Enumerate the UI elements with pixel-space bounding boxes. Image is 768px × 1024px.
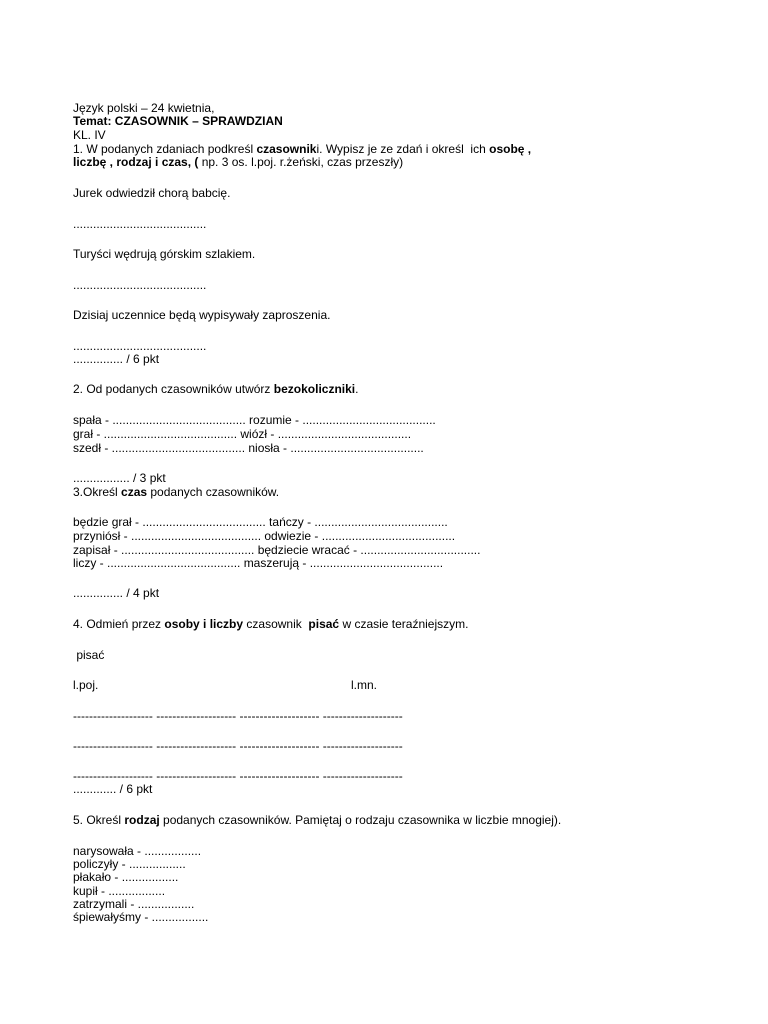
task3-row-2[interactable]: przyniósł - ....................................... odwiezie - ........................................	[73, 529, 456, 543]
task4-answer-row-1[interactable]: -------------------- -------------------- -------------------- --------------------	[73, 709, 403, 723]
task3-title	[73, 486, 279, 499]
task2-text: .	[355, 382, 359, 396]
task2-row-3[interactable]: szedł - ........................................ niosła - ........................................	[73, 441, 424, 455]
task1-answer-blank-3[interactable]: ........................................	[73, 339, 207, 353]
task5-item[interactable]: płakało - .................	[73, 870, 179, 884]
task1-bold-czasownik: czasownik	[256, 142, 317, 156]
subject-date: Język polski – 24 kwietnia,	[73, 101, 215, 115]
task1-answer-blank-1[interactable]: ........................................	[73, 217, 207, 231]
task5-item[interactable]: kupił - .................	[73, 884, 166, 898]
task4-score: ............. / 6 pkt	[73, 782, 153, 796]
task2-bold: bezokoliczniki	[273, 382, 356, 396]
task4-text: 4. Odmień przez	[73, 617, 165, 631]
task1-sentence-1: Jurek odwiedził chorą babcię.	[73, 186, 231, 200]
task5-item[interactable]: narysowała - .................	[73, 844, 202, 858]
task4-answer-row-3[interactable]: -------------------- -------------------- -------------------- --------------------	[73, 769, 403, 783]
task4-col-singular: l.poj.	[73, 678, 99, 692]
task3-row-3[interactable]: zapisał - ........................................ będziecie wracać - ....................................	[73, 543, 481, 557]
task5-item[interactable]: policzyły - .................	[73, 857, 186, 871]
task4-bold: osoby i liczby	[164, 617, 244, 631]
task2-score: ................. / 3 pkt	[73, 471, 166, 485]
task1-sentence-2: Turyści wędrują górskim szlakiem.	[73, 247, 256, 261]
task5-item[interactable]: śpiewałyśmy - .................	[73, 910, 209, 924]
task1-example: np. 3 os. l.poj. r.żeński, czas przeszły)	[198, 155, 404, 169]
task3-row-4[interactable]: liczy - ........................................ maszerują - ........................................	[73, 556, 444, 570]
task4-bold-verb: pisać	[308, 617, 340, 631]
task4-verb: pisać	[73, 648, 105, 662]
task1-text: i. Wypisz je ze zdań i określ ich	[316, 142, 490, 156]
topic-value: CZASOWNIK – SPRAWDZIAN	[114, 114, 283, 128]
task1-answer-blank-2[interactable]: ........................................	[73, 278, 207, 292]
task3-text: podanych czasowników.	[147, 485, 280, 499]
task5-bold: rodzaj	[124, 813, 160, 827]
task1-bold-liczbe: liczbę , rodzaj i czas, (	[73, 155, 199, 169]
task3-text: 3.Określ	[73, 485, 122, 499]
task3-bold: czas	[121, 485, 148, 499]
task4-col-plural: l.mn.	[351, 678, 378, 692]
task1-text: 1. W podanych zdaniach podkreśl	[73, 142, 257, 156]
task5-title	[73, 814, 561, 827]
task3-row-1[interactable]: będzie grał - ..................................... tańczy - ........................................	[73, 515, 448, 529]
topic-label: Temat:	[73, 114, 112, 128]
task1-sentence-3: Dzisiaj uczennice będą wypisywały zaproszenia.	[73, 308, 331, 322]
task1-instruction-line2	[73, 156, 403, 169]
task2-row-2[interactable]: grał - ........................................ wiózł - ........................................	[73, 427, 412, 441]
topic-line	[73, 115, 283, 128]
task4-title	[73, 618, 468, 631]
task5-text: podanych czasowników. Pamiętaj o rodzaju czasownika w liczbie mnogiej).	[159, 813, 562, 827]
task1-score: ............... / 6 pkt	[73, 352, 160, 366]
task3-score: ............... / 4 pkt	[73, 586, 160, 600]
task4-text: w czasie teraźniejszym.	[339, 617, 469, 631]
task5-text: 5. Określ	[73, 813, 125, 827]
task2-title	[73, 383, 358, 396]
task4-text: czasownik	[243, 617, 309, 631]
task2-row-1[interactable]: spała - ........................................ rozumie - ........................................	[73, 413, 436, 427]
task2-text: 2. Od podanych czasowników utwórz	[73, 382, 274, 396]
task5-item[interactable]: zatrzymali - .................	[73, 897, 195, 911]
task1-bold-osobe: osobę ,	[489, 142, 532, 156]
task4-answer-row-2[interactable]: -------------------- -------------------- -------------------- --------------------	[73, 739, 403, 753]
class-label: KL. IV	[73, 128, 106, 142]
